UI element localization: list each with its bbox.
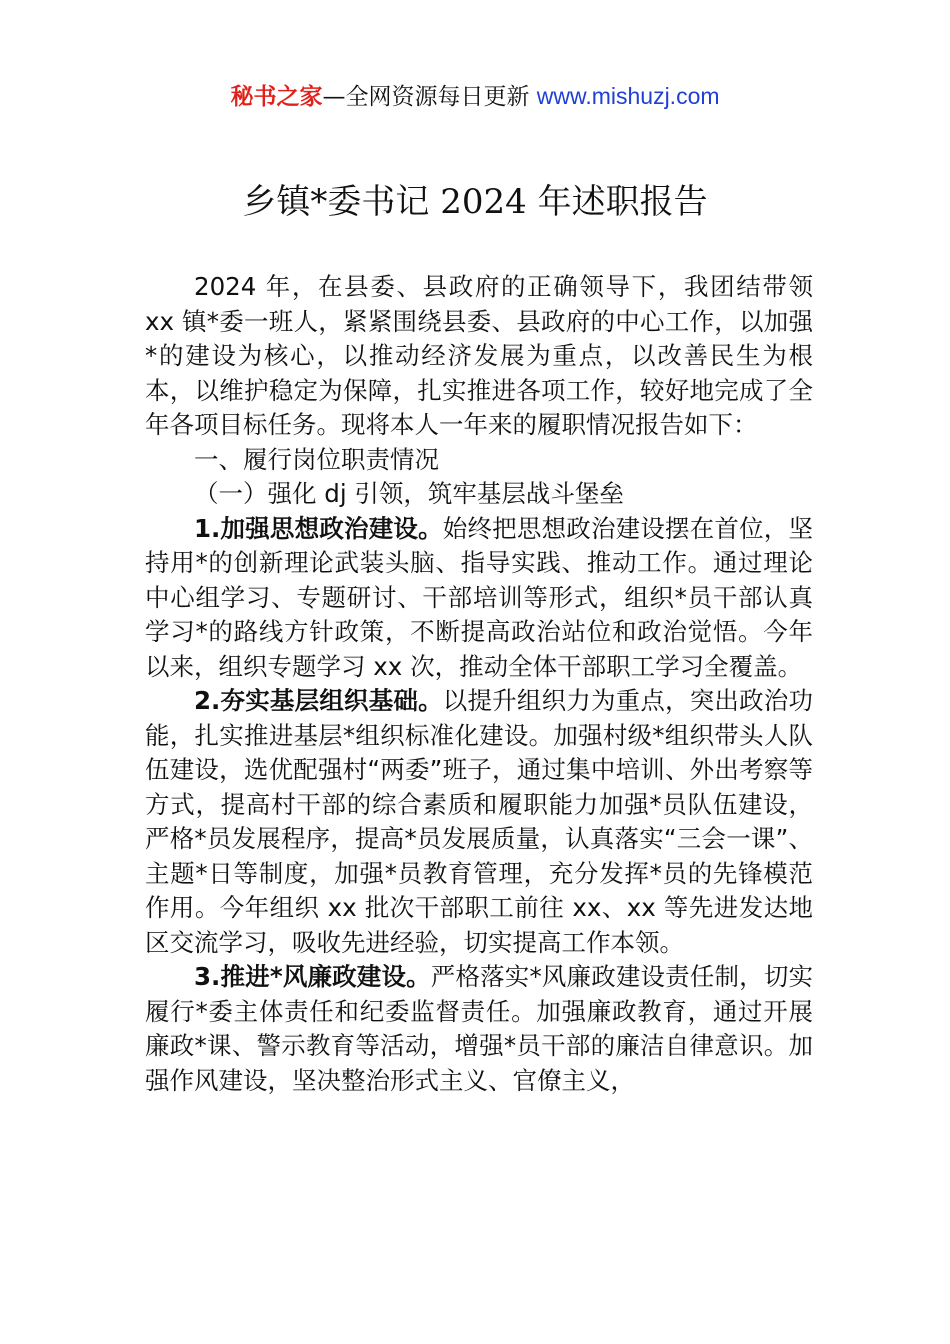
intro-paragraph: 2024 年，在县委、县政府的正确领导下，我团结带领 xx 镇*委一班人，紧紧围绕县委、县政府的中心工作，以加强*的建设为核心，以推动经济发展为重点，以改善民生为根本，以维护稳定为保障，扎实推进各项工作，较好地完成了全年各项目标任务。现将本人一年来的履职情况报告如下： bbox=[145, 272, 813, 439]
section-heading: 一、履行岗位职责情况 bbox=[194, 444, 439, 474]
subsection-heading: （一）强化 dj 引领，筑牢基层战斗堡垒 bbox=[194, 479, 624, 508]
site-brand: 秘书之家 bbox=[230, 84, 323, 110]
item-lead: 2.夯实基层组织基础。 bbox=[194, 686, 443, 715]
item-paragraph-3 bbox=[145, 960, 813, 1098]
item-lead: 1.加强思想政治建设。 bbox=[194, 513, 443, 543]
document-title: 乡镇*委书记 2024 年述职报告 bbox=[242, 182, 708, 222]
site-tagline: —全网资源每日更新 bbox=[322, 84, 537, 110]
item-lead: 3.推进*风廉政建设。 bbox=[194, 962, 431, 991]
item-body: 始终把思想政治建设摆在首位，坚持用*的创新理论武装头脑、指导实践、推动工作。通过理论中心组学习、专题研讨、干部培训等形式，组织*员干部认真学习*的路线方针政策，不断提高政治站位和政治觉悟。今年以来，组织专题学习 xx 次，推动全体干部职工学习全覆盖。 bbox=[145, 513, 814, 681]
site-url-link[interactable]: www.mishuzj.com bbox=[536, 83, 720, 109]
item-body: 严格落实*风廉政建设责任制，切实履行*委主体责任和纪委监督责任。加强廉政教育，通过开展廉政*课、警示教育等活动，增强*员干部的廉洁自律意识。加强作风建设，坚决整治形式主义、官僚主义， bbox=[145, 962, 813, 1095]
item-paragraph-1 bbox=[145, 512, 813, 685]
site-header bbox=[0, 80, 950, 113]
item-paragraph-2 bbox=[145, 684, 813, 960]
item-body: 以提升组织力为重点，突出政治功能，扎实推进基层*组织标准化建设。加强村级*组织带头人队伍建设，选优配强村“两委”班子，通过集中培训、外出考察等方式，提高村干部的综合素质和履职能力加强*员队伍建设，严格*员发展程序，提高*员发展质量，认真落实“三会一课”、主题*日等制度，加强*员教育管理，充分发挥*员的先锋模范作用。今年组织 xx 批次干部职工前往 xx、xx 等先进发达地区交流学习，吸收先进经验，切实提高工作本领。 bbox=[145, 686, 814, 957]
document-body bbox=[145, 270, 813, 1098]
